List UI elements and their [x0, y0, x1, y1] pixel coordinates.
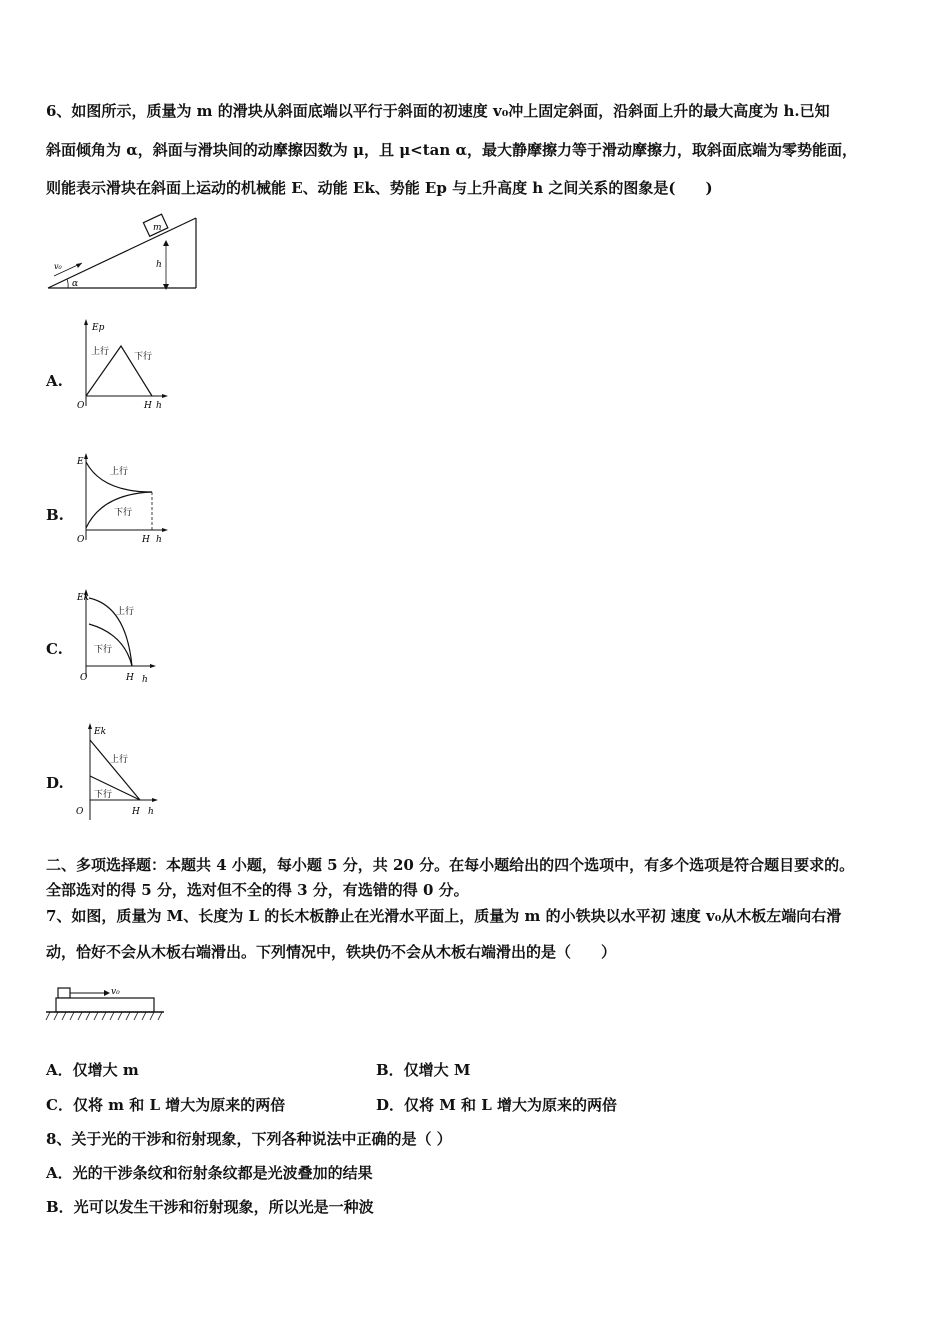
x-axis-label: h [142, 675, 148, 685]
origin-label: O [76, 807, 84, 817]
angle-label: α [72, 279, 79, 289]
q6-option-b-graph[interactable] [74, 450, 174, 559]
up-label: 上行 [110, 467, 129, 477]
section2-heading-line-2: 全部选对的得 5 分，选对但不全的得 3 分，有选错的得 0 分。 [46, 881, 469, 899]
q6-option-c-label[interactable]: C. [46, 640, 63, 658]
q6-option-a-label[interactable]: A. [46, 372, 63, 390]
y-axis-label: Ek [94, 727, 107, 737]
up-label: 上行 [110, 755, 129, 765]
down-label: 下行 [114, 508, 133, 518]
velocity-label: v₀ [111, 987, 120, 997]
down-label: 下行 [134, 352, 153, 362]
down-label: 下行 [94, 790, 113, 800]
x-end-label: H [142, 535, 150, 545]
y-axis-label: Ek [77, 593, 90, 603]
block-label: m [153, 223, 162, 233]
origin-label: O [80, 673, 88, 683]
y-axis-label: Ep [92, 323, 105, 333]
q7-option-a[interactable]: A．仅增大 m [46, 1061, 139, 1079]
q8-stem: 8、关于光的干涉和衍射现象，下列各种说法中正确的是（ ） [46, 1130, 452, 1148]
x-axis-label: h [148, 807, 154, 817]
x-end-label: H [126, 673, 134, 683]
origin-label: O [77, 535, 85, 545]
q7-option-b[interactable]: B．仅增大 M [376, 1061, 471, 1079]
x-end-label: H [132, 807, 140, 817]
q6-option-c-graph[interactable] [74, 586, 174, 695]
x-end-label: H [144, 401, 152, 411]
q7-stem-line-1: 7、如图，质量为 M、长度为 L 的长木板静止在光滑水平面上，质量为 m 的小铁块以水平初 速度 v₀从木板左端向右滑 [46, 907, 842, 925]
down-label: 下行 [94, 645, 113, 655]
incline-figure [46, 210, 206, 299]
up-label: 上行 [116, 607, 135, 617]
q7-stem-line-2: 动，恰好不会从木板右端滑出。下列情况中，铁块仍不会从木板右端滑出的是（ ） [46, 943, 617, 961]
section2-heading-line-1: 二、多项选择题：本题共 4 小题，每小题 5 分，共 20 分。在每小题给出的四个选项中，有多个选项是符合题目要求的。 [46, 856, 855, 874]
q8-option-b[interactable]: B．光可以发生干涉和衍射现象，所以光是一种波 [46, 1198, 374, 1216]
q6-option-b-label[interactable]: B. [46, 506, 64, 524]
q6-option-a-graph[interactable] [74, 316, 174, 425]
q6-stem-line-1: 6、如图所示，质量为 m 的滑块从斜面底端以平行于斜面的初速度 v₀冲上固定斜面，沿斜面上升的最大高度为 h.已知 [46, 102, 830, 120]
velocity-label: v₀ [54, 262, 62, 271]
q7-option-d[interactable]: D．仅将 M 和 L 增大为原来的两倍 [376, 1096, 618, 1114]
x-axis-label: h [156, 535, 162, 545]
q6-stem-line-2: 斜面倾角为 α，斜面与滑块间的动摩擦因数为 μ，且 μ<tan α，最大静摩擦力等于滑动摩擦力，取斜面底端为零势能面， [46, 141, 858, 159]
q8-option-a[interactable]: A．光的干涉条纹和衍射条纹都是光波叠加的结果 [46, 1164, 373, 1182]
x-axis-label: h [156, 401, 162, 411]
height-label: h [156, 260, 162, 270]
y-axis-label: E [77, 457, 84, 467]
q6-option-d-label[interactable]: D. [46, 774, 64, 792]
up-label: 上行 [91, 347, 110, 357]
q6-option-d-graph[interactable] [74, 720, 174, 829]
q7-option-c[interactable]: C．仅将 m 和 L 增大为原来的两倍 [46, 1096, 286, 1114]
q6-stem-line-3: 则能表示滑块在斜面上运动的机械能 E、动能 Ek、势能 Ep 与上升高度 h 之间关系的图象是( ) [46, 179, 713, 197]
board-figure [46, 980, 171, 1034]
origin-label: O [77, 401, 85, 411]
